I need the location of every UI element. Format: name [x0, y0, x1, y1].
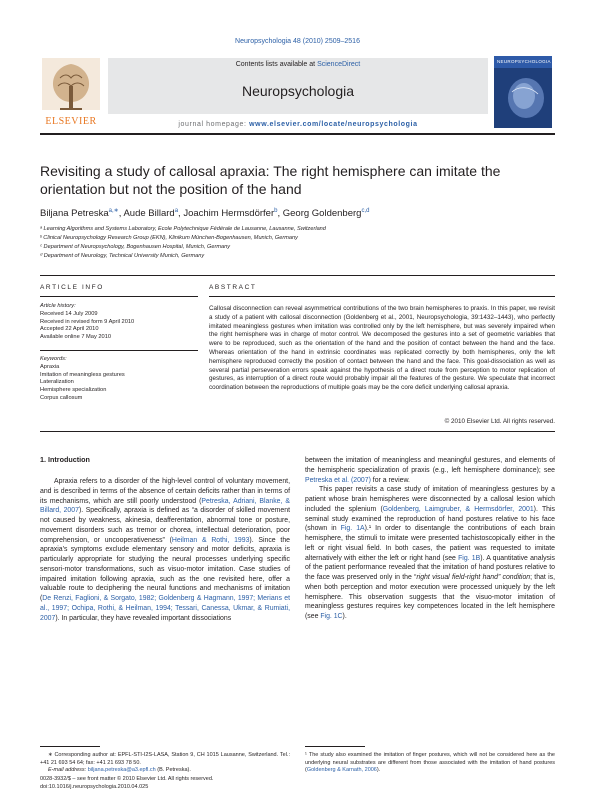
doi-link[interactable]: doi:10.1016/j.neuropsychologia.2010.04.025 — [40, 783, 149, 790]
introduction-right-column: between the imitation of meaningless and meaningful gestures, and elements of the hemispheric specialization of praxis (e.g., left hemisphere dominance); see Petreska et al. (2007) for a review. This paper revisits a case study of imitation of meaningless gestures by a patient whose brain hemispheres were disconnected by a callosal lesion which included the splenium (Goldenberg, Laimgruber, & Hermsdörfer, 2001). This seminal study examined the reproduction of hand postures relative to his face (shown in Fig. 1A).¹ In order to disentangle the contributions of each brain hemisphere, the stimuli to imitate were presented tachistoscopically either in the left or right visual field. In both cases, the patient was requested to imitate alternatively with either the left or right hand (see Fig. 1B). A quantitative analysis of the patient performance revealed that the imitation of hand postures relative to the face was preserved only in the “right visual field-right hand” condition; that is, when both perception and motor execution were processed uniquely by the left hemisphere. This observation suggests that the visuo-motor imitation of meaningless gestures requires key competences located in the left hemisphere (see Fig. 1C). — [305, 457, 555, 620]
author-affiliation-mark[interactable]: a — [174, 208, 179, 214]
keyword-item: Lateralization — [40, 379, 74, 386]
cover-title: NEUROPSYCHOLOGIA — [497, 59, 551, 64]
history-item: Accepted 22 April 2010 — [40, 326, 99, 333]
abstract-text: Callosal disconnection can reveal asymmetrical contributions of the two brain hemispheres to praxis. In this paper, we revisit a study of a patient with callosal disconnection (Goldenberg et al., 2001, Neuropsychologia, 39:1432–1443), who perfectly imitated meaningless gestures when imitation was controlled only by the left hemisphere, but was severely impaired when the right hemisphere was in charge of motor control. We decomposed the gestures into a set of geometric variables that were to be reproduced, such as the orientation of the hand and the position of contact between the hand and the face. Whereas orientation of the hand in extrinsic coordinates was replicated correctly by both hemispheres, only the left hemisphere reproduced correctly the position of contact between the hand and the face. This goal-dissociation as well as several partial perseveration errors speak against the hypothesis of a direct route from perception to motor replication of gestures, as interruption of a direct route would probably impair all the features of the gesture. We speculate that incorrect coordination between the reproductions of multiple goals may be the core deficit underlying callosal apraxia. — [209, 305, 555, 392]
keyword-item: Corpus callosum — [40, 394, 83, 401]
corresponding-author-text: ∗ Corresponding author at: EPFL-STI-I2S-LASA, Station 9, CH 1015 Lausanne, Switzerland. Tel.: +41 21 693 54 64; fax: +41 21 693 78 50. — [40, 752, 290, 766]
affiliation: ᵇ Clinical Neuropsychology Research Group (EKN), Klinikum München-Bogenhausen, Munich, Germany — [40, 235, 298, 241]
contents-prefix: Contents lists available at — [235, 61, 318, 68]
elsevier-wordmark: ELSEVIER — [45, 116, 97, 127]
footnote-1-reference[interactable]: Goldenberg & Karnath, 2006 — [306, 767, 377, 774]
keyword-item: Apraxia — [40, 363, 60, 370]
email-suffix: (B. Petreska). — [155, 767, 191, 774]
elsevier-logo — [40, 56, 102, 128]
keywords — [40, 356, 198, 403]
author-name: Biljana Petreska — [40, 208, 109, 220]
history-item: Available online 7 May 2010 — [40, 334, 112, 341]
history-item: Received 14 July 2009 — [40, 310, 98, 317]
history-label: Article history: — [40, 303, 76, 309]
affiliation: ᵈ Department of Neurology, Technical University Munich, Germany — [40, 253, 205, 259]
author-affiliation-mark[interactable]: b — [274, 208, 278, 214]
homepage-link[interactable]: www.elsevier.com/locate/neuropsychologia — [249, 121, 418, 128]
footnote-1-end: ). — [376, 767, 381, 774]
issn-doi-block — [40, 776, 340, 791]
abstract-heading: ABSTRACT — [209, 284, 257, 291]
introduction-left-column: Apraxia refers to a disorder of the high-level control of voluntary movement, and is described in terms of the absence of certain deficits rather than in terms of its mechanisms, which are still poorly understood (Petreska, Adriani, Blanke, & Billard, 2007). Specifically, apraxia is defined as “a disorder of skilled movement not caused by weakness, akinesia, deafferentation, abnormal tone or posture, movement disorders such as tremor or chorea, intellectual deterioration, poor comprehension, or uncooperativeness” (Heilman & Rothi, 1993). Since the apraxia’s symptoms exclude elementary sensory and motor deficits, apraxia is particularly appropriate for studying the neural processes underlying specific sensori-motor transformations, such as visuo-motor imitation. Case studies of impaired imitation following apraxia, such as the one revisited here, offer a valuable route to deciphering the neural functions and mechanisms of imitation (De Renzi, Faglioni, & Sorgato, 1982; Goldenberg & Hagmann, 1997; Merians et al., 1997; Ochipa, Rothi, & Heilman, 1994; Tessari, Canessa, Ukmar, & Rumiati, 2007). In particular, they have revealed important dissociations — [40, 478, 290, 622]
history-item: Received in revised form 9 April 2010 — [40, 318, 135, 325]
header-rule — [40, 133, 555, 135]
abstract-bottom-rule — [40, 431, 555, 432]
author-affiliation-mark[interactable]: c,d — [361, 208, 370, 214]
keyword-item: Hemisphere specialization — [40, 387, 107, 394]
article-title: Revisiting a study of callosal apraxia: The right hemisphere can imitate the orientation but not the position of the hand — [40, 163, 501, 197]
email-link[interactable]: biljana.petreska@a3.epfl.ch — [87, 767, 156, 774]
email-label: E-mail address: — [48, 767, 88, 774]
journal-reference[interactable]: Neuropsychologia 48 (2010) 2509–2516 — [235, 38, 360, 45]
section-heading-introduction: 1. Introduction — [40, 455, 90, 464]
contents-line — [108, 61, 488, 68]
sciencedirect-link[interactable]: ScienceDirect — [317, 61, 361, 68]
author-name: Aude Billard — [123, 208, 175, 220]
footnote-1 — [305, 752, 555, 775]
affiliation-rule — [40, 275, 555, 276]
corresponding-author-footnote — [40, 752, 290, 775]
author-name: Joachim Hermsdörfer — [183, 208, 275, 220]
keywords-label: Keywords: — [40, 356, 67, 362]
homepage-prefix: journal homepage: — [178, 121, 250, 128]
abstract-rule — [209, 296, 555, 297]
author-affiliation-mark[interactable]: a,∗ — [108, 208, 119, 214]
footnote-1-text: ¹ The study also examined the imitation of finger postures, which will not be considered here as the underlying neural substrates are different from those associated with the imitation of hand postures ( — [305, 752, 555, 774]
footnote-rule-left — [40, 746, 100, 747]
author-list: Biljana Petreska$^{a,∗}$, Aude Billard$^a$, Joachim Hermsdörfer$^b$, Georg Goldenberg$^{c,d}$ — [40, 208, 370, 220]
keyword-item: Imitation of meaningless gestures — [40, 371, 125, 378]
footnote-rule-right — [305, 746, 365, 747]
article-info-rule — [40, 296, 198, 297]
affiliation: ᶜ Department of Neuropsychology, Bogenhausen Hospital, Munich, Germany — [40, 244, 231, 250]
journal-homepage — [108, 121, 488, 128]
affiliation: ᵃ Learning Algorithms and Systems Laboratory, Ecole Polytechnique Fédérale de Lausanne, Lausanne, Switzerland — [40, 226, 326, 232]
journal-name: Neuropsychologia — [241, 83, 355, 99]
article-info-heading: ARTICLE INFO — [40, 284, 104, 291]
email-line — [40, 767, 290, 775]
issn-line: 0028-3932/$ – see front matter © 2010 Elsevier Ltd. All rights reserved. — [40, 776, 214, 782]
journal-cover[interactable] — [494, 56, 552, 128]
article-history — [40, 303, 198, 342]
abstract-copyright: © 2010 Elsevier Ltd. All rights reserved. — [444, 418, 555, 425]
author-name: Georg Goldenberg — [282, 208, 362, 220]
cover-image-icon — [494, 56, 552, 128]
